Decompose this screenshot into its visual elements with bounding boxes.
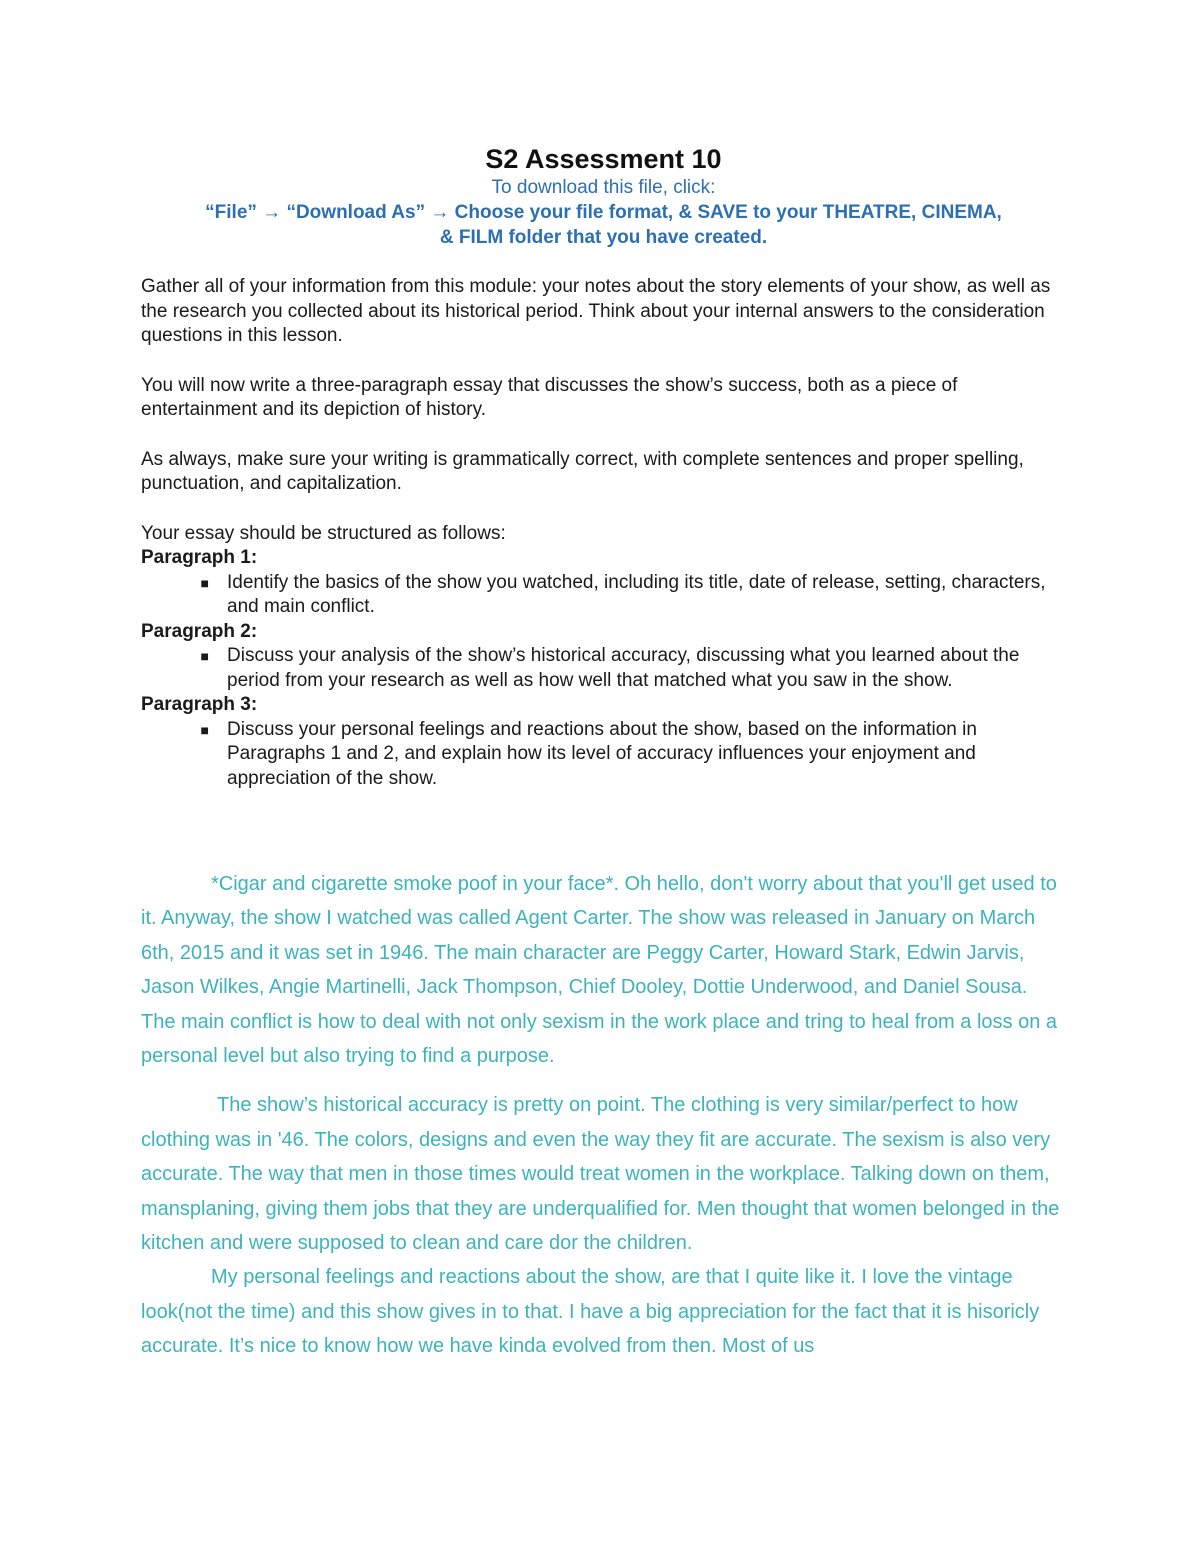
instruction-paragraph-1: Gather all of your information from this module: your notes about the story elements of your show, as well as the research you collected about its historical period. Think about your internal answers to the consideration questions in this lesson. [141,276,1051,346]
spacer [141,250,1066,275]
paragraph-1-bullet [141,571,1066,620]
square-bullet-icon: ■ [200,574,209,591]
square-bullet-icon: ■ [200,648,209,664]
bullet-text: Discuss your personal feelings and reactions about the show, based on the information in Paragraphs 1 and 2, and explain how its level of accuracy influences your enjoyment and appreciation of the show. [227,718,977,789]
square-bullet-icon: ■ [200,721,209,738]
bullet-text: Discuss your analysis of the show’s historical accuracy, discussing what you learned about the period from your research as well as how well that matched what you saw in the show. [227,645,1020,691]
instruction-paragraph-3: As always, make sure your writing is grammatically correct, with complete sentences and proper spelling, punctuation, and capitalization. [141,448,1024,494]
spacer [141,349,1066,374]
structure-intro: Your essay should be structured as follows: [141,522,506,544]
instruction-paragraph-2: You will now write a three-paragraph essay that discusses the show’s success, both as a piece of entertainment and its depiction of history. [141,374,958,420]
download-path-line-2: & FILM folder that you have created. [439,227,768,248]
paragraph-1-heading: Paragraph 1: [141,547,258,568]
paragraph-2-bullet [141,644,1066,693]
assignment-header-and-instructions [141,142,1066,791]
essay-paragraph-3: My personal feelings and reactions about the show, are that I quite like it. I love the vintage look(not the time) and this show gives in to that. I have a big appreciation for the fact that it is hisoricly accurate. It’s nice to know how we have kinda evolved from then. Most of us [141,1266,1040,1358]
spacer [141,497,1066,522]
essay-paragraph-2: The show’s historical accuracy is pretty on point. The clothing is very similar/perfect to how clothing was in '46. The colors, designs and even the way they fit are accurate. The sexism is also very accurate. The way that men in those times would treat women in the workplace. Talking down on them, mansplaning, giving them jobs that they are underqualified for. Men thought that women belonged in the kitchen and were supposed to clean and care dor the children. [141,1094,1060,1255]
student-essay [141,867,1066,1364]
essay-paragraph-1: *Cigar and cigarette smoke poof in your face*. Oh hello, don't worry about that you'll get used to it. Anyway, the show I watched was called Agent Carter. The show was released in January on March 6th, 2015 and it was set in 1946. The main character are Peggy Carter, Howard Stark, Edwin Jarvis, Jason Wilkes, Angie Martinelli, Jack Thompson, Chief Dooley, Dottie Underwood, and Daniel Sousa. The main conflict is how to deal with not only sexism in the work place and tring to heal from a loss on a personal level but also trying to find a purpose. [141,873,1058,1068]
paragraph-3-bullet [141,718,1066,792]
download-path-line-1: “File” → “Download As” → Choose your file format, & SAVE to your THEATRE, CINEMA, [205,202,1002,223]
spacer [141,423,1066,448]
paragraph-3-heading: Paragraph 3: [141,694,258,715]
bullet-text: Identify the basics of the show you watched, including its title, date of release, setting, characters, and main conflict. [227,571,1046,617]
download-hint: To download this file, click: [491,177,716,198]
paragraph-2-heading: Paragraph 2: [141,620,258,642]
page-title: S2 Assessment 10 [485,144,722,174]
